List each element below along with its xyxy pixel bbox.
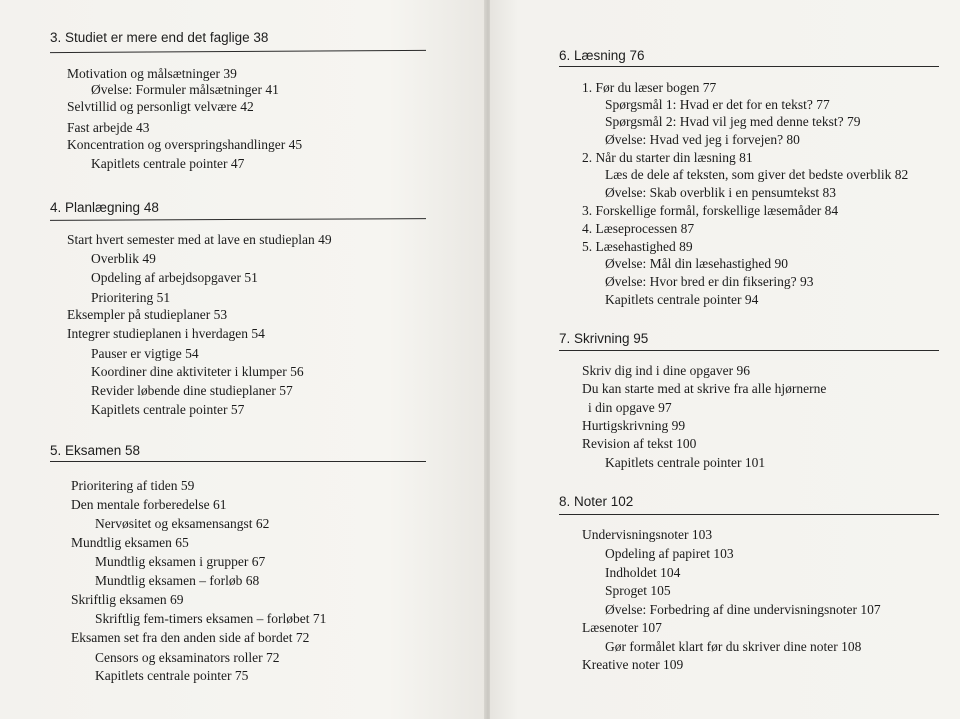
toc-entry: Sproget 105 — [605, 583, 671, 598]
chapter-5-rule — [50, 461, 426, 462]
toc-entry: Kreative noter 109 — [582, 657, 684, 672]
toc-entry: i din opgave 97 — [588, 400, 672, 415]
toc-entry: 1. Før du læser bogen 77 — [582, 80, 717, 95]
toc-entry: Start hvert semester med at lave en studieplan 49 — [67, 232, 332, 247]
toc-entry: Læsenoter 107 — [582, 620, 662, 635]
toc-entry: Læs de dele af teksten, som giver det bedste overblik 82 — [605, 167, 909, 182]
chapter-8-rule — [559, 514, 939, 515]
chapter-7-rule — [559, 350, 939, 351]
toc-entry: Prioritering af tiden 59 — [71, 478, 195, 493]
toc-entry: Skriv dig ind i dine opgaver 96 — [582, 363, 750, 378]
toc-entry: 4. Læseprocessen 87 — [582, 221, 695, 236]
chapter-3-heading: 3. Studiet er mere end det faglige 38 — [50, 30, 269, 45]
toc-entry: Mundtlig eksamen 65 — [71, 535, 189, 550]
toc-entry: Overblik 49 — [91, 251, 156, 266]
toc-entry: Koncentration og overspringshandlinger 45 — [67, 137, 303, 152]
toc-entry: Mundtlig eksamen i grupper 67 — [95, 554, 266, 569]
toc-entry: Hurtigskrivning 99 — [582, 418, 686, 433]
toc-entry: Prioritering 51 — [91, 290, 171, 305]
toc-entry: Øvelse: Hvad ved jeg i forvejen? 80 — [605, 132, 800, 147]
toc-entry: Selvtillid og personligt velvære 42 — [67, 99, 254, 114]
toc-entry: Revision af tekst 100 — [582, 436, 697, 451]
toc-entry: Skriftlig eksamen 69 — [71, 592, 184, 607]
toc-entry: Opdeling af papiret 103 — [605, 546, 734, 561]
toc-entry: Øvelse: Mål din læsehastighed 90 — [605, 256, 788, 271]
toc-entry: Pauser er vigtige 54 — [91, 346, 199, 361]
toc-entry: Gør formålet klart før du skriver dine noter 108 — [605, 639, 862, 654]
toc-entry: Mundtlig eksamen – forløb 68 — [95, 573, 260, 588]
toc-entry: 2. Når du starter din læsning 81 — [582, 150, 753, 165]
toc-entry: Fast arbejde 43 — [67, 120, 150, 135]
toc-entry: Integrer studieplanen i hverdagen 54 — [67, 326, 265, 341]
toc-entry: Kapitlets centrale pointer 47 — [91, 156, 245, 171]
toc-entry: Øvelse: Formuler målsætninger 41 — [91, 82, 279, 97]
chapter-6-heading: 6. Læsning 76 — [559, 48, 645, 63]
toc-entry: Koordiner dine aktiviteter i klumper 56 — [91, 364, 304, 379]
toc-entry: Revider løbende dine studieplaner 57 — [91, 383, 293, 398]
chapter-4-heading: 4. Planlægning 48 — [50, 200, 159, 215]
toc-entry: Du kan starte med at skrive fra alle hjørnerne — [582, 381, 827, 396]
toc-entry: Opdeling af arbejdsopgaver 51 — [91, 270, 258, 285]
toc-entry: Kapitlets centrale pointer 75 — [95, 668, 249, 683]
toc-entry: Øvelse: Forbedring af dine undervisningsnoter 107 — [605, 602, 881, 617]
toc-entry: Undervisningsnoter 103 — [582, 527, 713, 542]
toc-entry: 5. Læsehastighed 89 — [582, 239, 693, 254]
toc-entry: Øvelse: Skab overblik i en pensumtekst 83 — [605, 185, 836, 200]
chapter-5-heading: 5. Eksamen 58 — [50, 443, 141, 458]
toc-entry: Kapitlets centrale pointer 101 — [605, 455, 766, 470]
toc-entry: Spørgsmål 2: Hvad vil jeg med denne tekst? 79 — [605, 114, 861, 129]
toc-entry: Kapitlets centrale pointer 57 — [91, 402, 245, 417]
toc-entry: Kapitlets centrale pointer 94 — [605, 292, 759, 307]
chapter-6-rule — [559, 66, 939, 67]
chapter-7-heading: 7. Skrivning 95 — [559, 331, 649, 346]
toc-entry: Motivation og målsætninger 39 — [67, 66, 237, 81]
toc-entry: Spørgsmål 1: Hvad er det for en tekst? 77 — [605, 97, 830, 112]
toc-entry: Eksamen set fra den anden side af bordet 72 — [71, 630, 310, 645]
toc-entry: Nervøsitet og eksamensangst 62 — [95, 516, 270, 531]
toc-entry: Censors og eksaminators roller 72 — [95, 650, 280, 665]
toc-entry: Eksempler på studieplaner 53 — [67, 307, 228, 322]
toc-entry: Skriftlig fem-timers eksamen – forløbet 71 — [95, 611, 327, 626]
chapter-8-heading: 8. Noter 102 — [559, 494, 634, 509]
toc-entry: 3. Forskellige formål, forskellige læsemåder 84 — [582, 203, 839, 218]
toc-entry: Øvelse: Hvor bred er din fiksering? 93 — [605, 274, 814, 289]
toc-entry: Indholdet 104 — [605, 565, 681, 580]
toc-entry: Den mentale forberedelse 61 — [71, 497, 227, 512]
